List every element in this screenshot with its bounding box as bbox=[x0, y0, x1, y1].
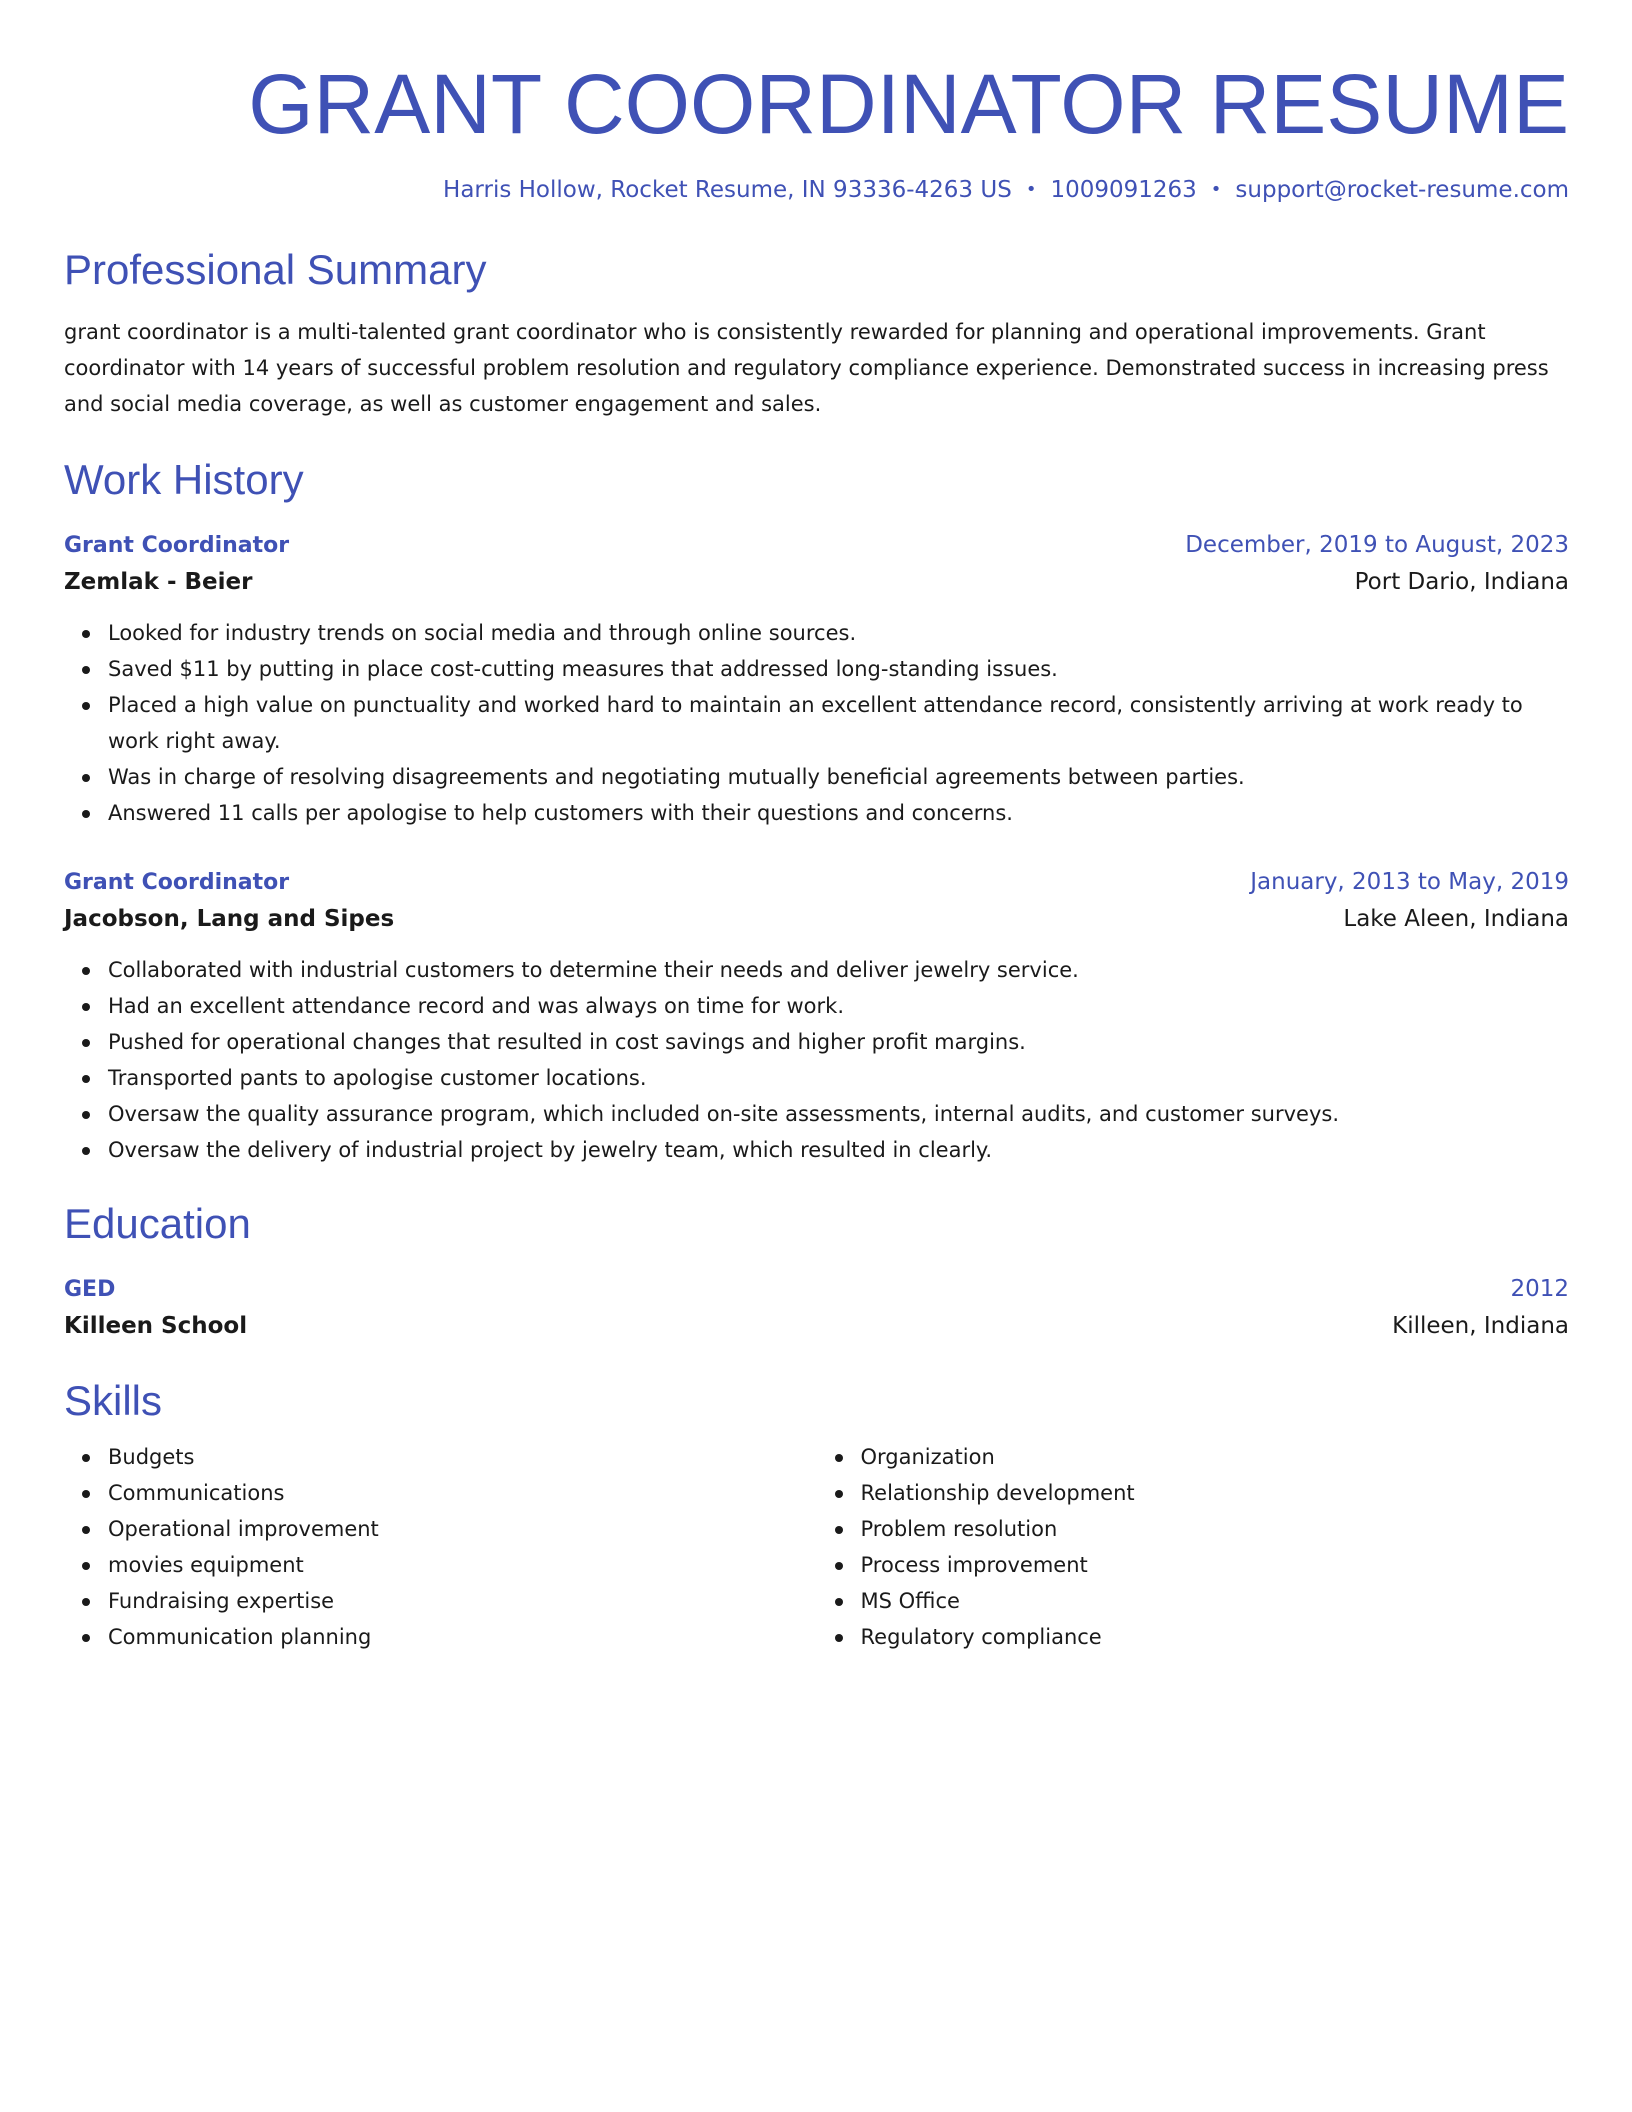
job-role: Grant Coordinator bbox=[64, 533, 290, 558]
education-degree: GED bbox=[64, 1277, 116, 1302]
skill-item: Regulatory compliance bbox=[861, 1619, 1570, 1655]
skill-item: movies equipment bbox=[108, 1547, 817, 1583]
skill-item: Operational improvement bbox=[108, 1511, 817, 1547]
skill-item: Communication planning bbox=[108, 1619, 817, 1655]
contact-phone: 1009091263 bbox=[1050, 177, 1197, 203]
job-bullet: Oversaw the quality assurance program, which included on-site assessments, internal audits, and customer surveys. bbox=[108, 1096, 1569, 1132]
education-school: Killeen School bbox=[64, 1313, 248, 1339]
job-role: Grant Coordinator bbox=[64, 870, 290, 895]
job-bullet: Saved $11 by putting in place cost-cutting measures that addressed long-standing issues. bbox=[108, 651, 1569, 687]
job-location: Lake Aleen, Indiana bbox=[1343, 906, 1569, 932]
summary-heading: Professional Summary bbox=[64, 246, 487, 293]
skill-item: Process improvement bbox=[861, 1547, 1570, 1583]
summary-section bbox=[64, 244, 1569, 422]
job-bullet: Had an excellent attendance record and was always on time for work. bbox=[108, 988, 1569, 1024]
job-company: Jacobson, Lang and Sipes bbox=[64, 906, 395, 932]
job-bullets bbox=[64, 615, 1569, 831]
job-entry bbox=[64, 528, 1569, 831]
job-company: Zemlak - Beier bbox=[64, 569, 253, 595]
education-year: 2012 bbox=[1510, 1276, 1569, 1302]
job-bullet: Was in charge of resolving disagreements and negotiating mutually beneficial agreements between parties. bbox=[108, 759, 1569, 795]
skills-grid bbox=[64, 1439, 1569, 1655]
skills-section bbox=[64, 1375, 1569, 1655]
skill-item: MS Office bbox=[861, 1583, 1570, 1619]
education-location: Killeen, Indiana bbox=[1392, 1313, 1569, 1339]
job-dates: December, 2019 to August, 2023 bbox=[1185, 532, 1569, 558]
contact-separator: • bbox=[1025, 179, 1037, 200]
contact-line bbox=[64, 174, 1569, 206]
job-bullet: Answered 11 calls per apologise to help customers with their questions and concerns. bbox=[108, 795, 1569, 831]
contact-address: Harris Hollow, Rocket Resume, IN 93336-4263 US bbox=[443, 177, 1012, 203]
job-bullet: Collaborated with industrial customers to determine their needs and deliver jewelry service. bbox=[108, 952, 1569, 988]
work-history-heading: Work History bbox=[64, 456, 304, 503]
skills-list-right bbox=[817, 1439, 1570, 1655]
contact-email[interactable]: support@rocket-resume.com bbox=[1235, 177, 1569, 203]
job-dates: January, 2013 to May, 2019 bbox=[1250, 869, 1569, 895]
work-history-section bbox=[64, 454, 1569, 1168]
skill-item: Communications bbox=[108, 1475, 817, 1511]
resume-header bbox=[64, 0, 1569, 206]
summary-text: grant coordinator is a multi-talented grant coordinator who is consistently rewarded for planning and operational improvements. Grant coordinator with 14 years of successful problem resolution and regulatory compliance experience. Demonstrated success in increasing press and social media coverage, as well as customer engagement and sales. bbox=[64, 320, 1549, 416]
job-bullet: Pushed for operational changes that resulted in cost savings and higher profit margins. bbox=[108, 1024, 1569, 1060]
skills-heading: Skills bbox=[64, 1377, 163, 1424]
job-bullet: Oversaw the delivery of industrial project by jewelry team, which resulted in clearly. bbox=[108, 1132, 1569, 1168]
job-location: Port Dario, Indiana bbox=[1354, 569, 1569, 595]
skill-item: Relationship development bbox=[861, 1475, 1570, 1511]
skill-item: Fundraising expertise bbox=[108, 1583, 817, 1619]
education-heading: Education bbox=[64, 1200, 251, 1247]
skill-item: Problem resolution bbox=[861, 1511, 1570, 1547]
education-section bbox=[64, 1198, 1569, 1345]
job-bullet: Looked for industry trends on social media and through online sources. bbox=[108, 615, 1569, 651]
skill-item: Budgets bbox=[108, 1439, 817, 1475]
job-bullets bbox=[64, 952, 1569, 1168]
resume-title: GRANT COORDINATOR RESUME bbox=[248, 57, 1569, 151]
job-entry bbox=[64, 865, 1569, 1168]
skill-item: Organization bbox=[861, 1439, 1570, 1475]
contact-separator: • bbox=[1210, 179, 1222, 200]
job-bullet: Transported pants to apologise customer locations. bbox=[108, 1060, 1569, 1096]
job-bullet: Placed a high value on punctuality and worked hard to maintain an excellent attendance record, consistently arriving at work ready to work right away. bbox=[108, 687, 1569, 759]
skills-list-left bbox=[64, 1439, 817, 1655]
education-entry bbox=[64, 1272, 1569, 1345]
